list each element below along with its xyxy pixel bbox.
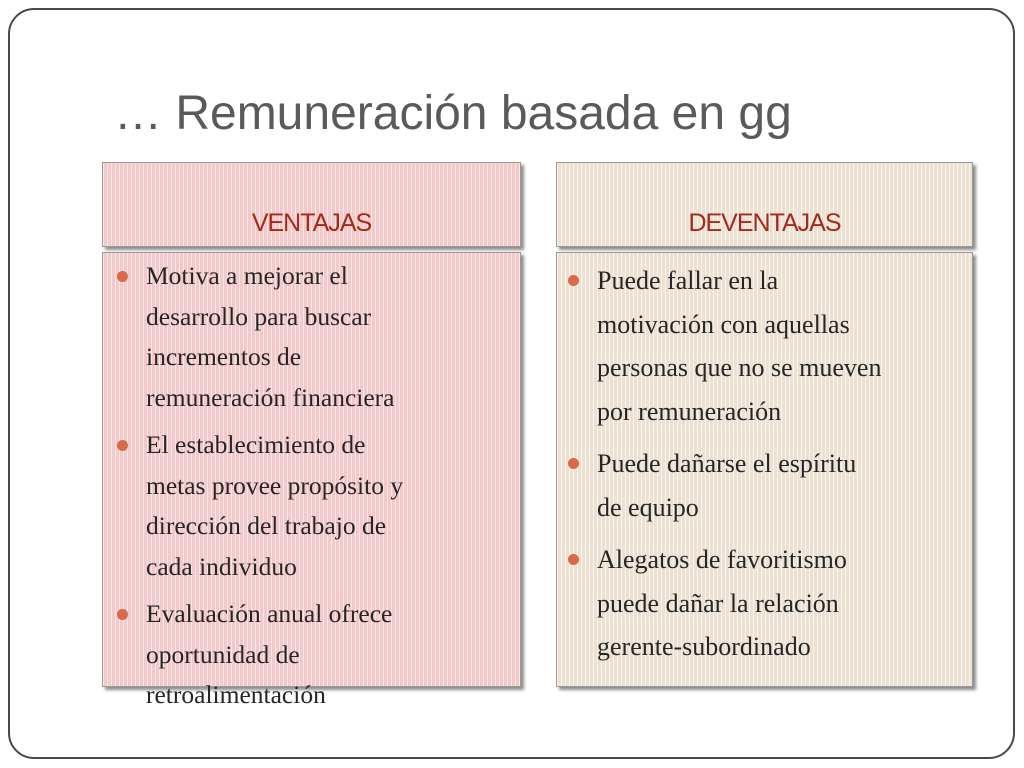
ventajas-list [116, 256, 496, 723]
item-line: motivación con aquellas [597, 309, 850, 339]
slide-title: … Remuneración basada en gg [114, 87, 792, 140]
bullet-dot-icon [568, 554, 579, 565]
bullet-dot-icon [117, 440, 128, 451]
item-line: cada individuo [146, 551, 297, 581]
ventajas-header [102, 162, 521, 247]
item-line: metas provee propósito y [146, 470, 404, 500]
bullet-dot-icon [117, 609, 128, 620]
list-item [116, 425, 496, 587]
item-line: por remuneración [597, 396, 782, 426]
item-line: puede dañar la relación [597, 588, 839, 618]
item-line: oportunidad de [146, 639, 300, 669]
list-item [567, 538, 965, 669]
desventajas-list [567, 259, 965, 678]
item-line: Puede dañarse el espíritu [597, 449, 857, 478]
list-item [116, 594, 496, 716]
ventajas-header-label: VENTAJAS [251, 209, 372, 237]
desventajas-header-label: DEVENTAJAS [688, 209, 841, 237]
item-line: Motiva a mejorar el [146, 261, 348, 290]
item-line: de equipo [597, 492, 699, 522]
item-line: El establecimiento de [146, 430, 366, 459]
item-line: retroalimentación [146, 680, 326, 709]
desventajas-header [556, 162, 973, 247]
item-line: remuneración financiera [146, 382, 395, 412]
list-item [116, 256, 496, 418]
item-line: Evaluación anual ofrece [146, 599, 393, 628]
item-line: Alegatos de favoritismo [597, 545, 847, 574]
bullet-dot-icon [568, 458, 579, 469]
bullet-dot-icon [568, 275, 579, 286]
bullet-dot-icon [117, 271, 128, 282]
list-item [567, 259, 965, 433]
list-item [567, 442, 965, 529]
item-line: Puede fallar en la [597, 266, 779, 295]
item-line: desarrollo para buscar [146, 301, 372, 331]
item-line: incrementos de [146, 342, 302, 371]
item-line: dirección del trabajo de [146, 511, 387, 540]
item-line: personas que no se mueven [597, 353, 882, 382]
item-line: gerente-subordinado [597, 632, 811, 661]
